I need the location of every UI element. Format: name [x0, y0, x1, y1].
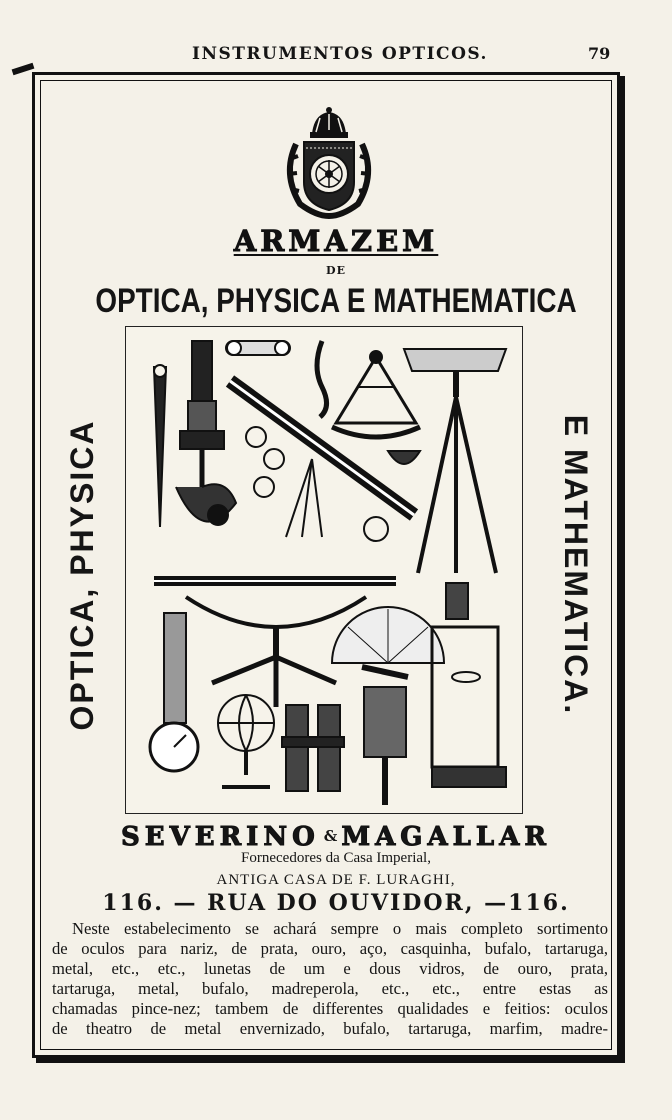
- street-address: 116. — RUA DO OUVIDOR, —116.: [102, 890, 570, 916]
- firm-name-right: MAGALLAR: [341, 822, 551, 852]
- body-line: metal, etc., etc., lunetas de um e dous vidros, de ouro, prata,: [52, 959, 608, 978]
- side-caption-left: [64, 415, 104, 735]
- imperial-crest-icon: [276, 104, 382, 220]
- binoculars-icon: [282, 705, 344, 791]
- instruments-engraving: [125, 326, 523, 814]
- body-line: chamadas pince-nez; tambem de differentes qualidades e feitios: oculos: [52, 999, 608, 1018]
- surveyor-tripod-icon: [404, 349, 506, 573]
- lab-stand-icon: [432, 583, 506, 787]
- purveyors-line: Fornecedores da Casa Imperial,: [241, 850, 431, 866]
- headline-small: ARMAZEM: [233, 224, 439, 258]
- globe-icon: [218, 695, 274, 787]
- eyecup-icon: [388, 451, 420, 464]
- side-caption-left-text: OPTICA, PHYSICA: [64, 419, 100, 731]
- body-line: tartaruga, metal, bufalo, madreperola, etc., etc., entre estas as: [52, 979, 608, 998]
- side-caption-right-text: E MATHEMATICA.: [558, 414, 594, 716]
- body-line: de oculos para nariz, de prata, ouro, aço, casquinha, bufalo, tartaruga,: [52, 939, 608, 958]
- advert-border-shadow-bottom: [36, 1058, 625, 1063]
- running-head: [0, 44, 672, 68]
- firm-name: [0, 822, 672, 852]
- instruments-engraving-art: [126, 327, 524, 815]
- firm-ampersand: &: [323, 827, 338, 845]
- body-line: Neste estabelecimento se achará sempre o mais completo sortimento: [72, 919, 608, 938]
- barometer-icon: [150, 613, 198, 771]
- telescope-icon: [230, 381, 414, 537]
- dividers-icon: [154, 365, 166, 527]
- headline-main: OPTICA, PHYSICA E MATHEMATICA: [95, 282, 577, 320]
- plumb-icon: [317, 341, 327, 417]
- running-title: INSTRUMENTOS OPTICOS.: [192, 44, 488, 64]
- headline-de: DE: [326, 264, 346, 277]
- electric-machine-icon: [362, 667, 408, 805]
- side-caption-right: [554, 405, 594, 725]
- firm-name-left: SEVERINO: [120, 822, 320, 852]
- sextant-icon: [332, 351, 420, 437]
- page-number: 79: [588, 44, 611, 63]
- protractor-icon: [332, 607, 444, 663]
- old-house-line: ANTIGA CASA DE F. LURAGHI,: [216, 872, 456, 888]
- spyglass-lens-icon: [226, 341, 290, 355]
- body-line: de theatro de metal envernizado, bufalo, tartaruga, marfim, madre-: [52, 1019, 608, 1038]
- body-paragraph: [52, 919, 608, 1039]
- microscope-icon: [176, 341, 236, 525]
